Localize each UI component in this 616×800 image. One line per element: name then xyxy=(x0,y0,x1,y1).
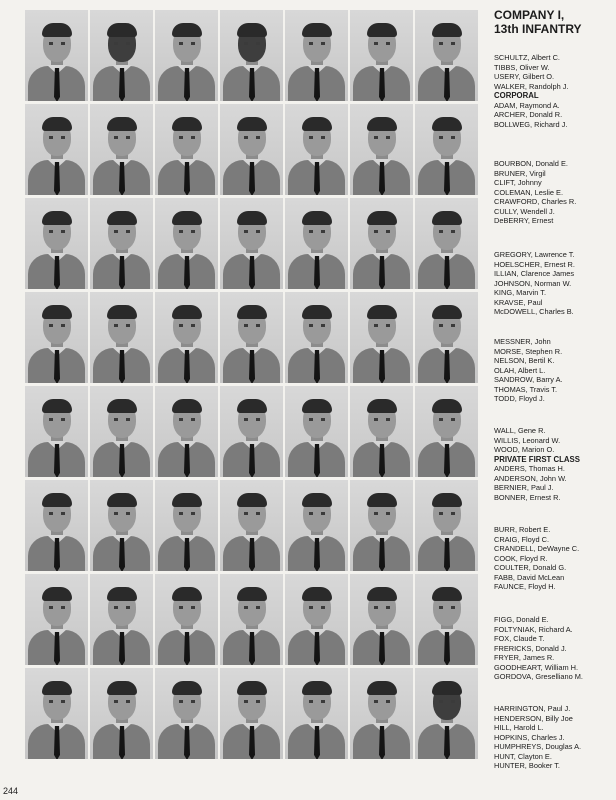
soldier-name: GORDOVA, Greselliano M. xyxy=(494,672,583,681)
portrait-photo xyxy=(155,480,218,571)
soldier-name: HENDERSON, Billy Joe xyxy=(494,713,573,723)
rank-heading: CORPORAL xyxy=(494,91,539,100)
name-group xyxy=(494,250,575,317)
portrait-photo xyxy=(220,574,283,665)
portrait-photo xyxy=(415,292,478,383)
portrait-photo xyxy=(25,480,88,571)
soldier-name: FOX, Claude T. xyxy=(494,634,545,643)
portrait-photo xyxy=(25,574,88,665)
portrait-photo xyxy=(90,668,153,759)
soldier-name: BONNER, Ernest R. xyxy=(494,492,561,502)
portrait-photo xyxy=(285,668,348,759)
soldier-name: JOHNSON, Norman W. xyxy=(494,278,572,288)
portrait-photo xyxy=(90,198,153,289)
soldier-name: FRYER, James R. xyxy=(494,653,555,662)
portrait-photo xyxy=(350,10,413,101)
soldier-name: WILLIS, Leonard W. xyxy=(494,435,561,445)
portrait-photo xyxy=(155,292,218,383)
portrait-photo xyxy=(25,10,88,101)
portrait-photo xyxy=(220,480,283,571)
portrait-photo xyxy=(350,668,413,759)
portrait-photo xyxy=(90,292,153,383)
soldier-name: McDOWELL, Charles B. xyxy=(494,307,574,316)
portrait-photo xyxy=(25,386,88,477)
soldier-name: GOODHEART, William H. xyxy=(494,662,579,672)
soldier-name: TODD, Floyd J. xyxy=(494,394,545,403)
soldier-name: COULTER, Donald G. xyxy=(494,563,567,572)
soldier-name: BOURBON, Donald E. xyxy=(494,159,568,168)
regiment-title-line: 13th INFANTRY xyxy=(494,22,582,36)
name-group xyxy=(494,426,580,502)
soldier-name: HARRINGTON, Paul J. xyxy=(494,704,571,713)
soldier-name: FAUNCE, Floyd H. xyxy=(494,582,556,591)
soldier-name: WOOD, Marion O. xyxy=(494,445,555,454)
portrait-photo xyxy=(415,668,478,759)
portrait-photo xyxy=(90,10,153,101)
name-group xyxy=(494,525,579,592)
portrait-photo xyxy=(155,198,218,289)
soldier-name: CRANDELL, DeWayne C. xyxy=(494,544,580,553)
name-group xyxy=(494,159,576,226)
portrait-photo xyxy=(220,292,283,383)
portrait-photo xyxy=(155,104,218,195)
portrait-photo xyxy=(90,480,153,571)
portrait-photo xyxy=(25,292,88,383)
soldier-name: ANDERSON, John W. xyxy=(494,473,567,483)
portrait-photo xyxy=(350,386,413,477)
portrait-photo xyxy=(415,198,478,289)
soldier-name: HOPKINS, Charles J. xyxy=(494,732,565,742)
soldier-name: MESSNER, John xyxy=(494,337,551,346)
soldier-name: HILL, Harold L. xyxy=(494,723,544,732)
portrait-photo xyxy=(415,386,478,477)
soldier-name: BURR, Robert E. xyxy=(494,525,551,534)
rank-heading: PRIVATE FIRST CLASS xyxy=(494,454,580,464)
portrait-photo xyxy=(155,574,218,665)
portrait-photo xyxy=(25,198,88,289)
page-number: 244 xyxy=(3,786,19,796)
portrait-photo xyxy=(155,386,218,477)
portrait-photo xyxy=(285,386,348,477)
name-group xyxy=(494,337,563,404)
soldier-name: CRAIG, Floyd C. xyxy=(494,534,550,544)
portrait-photo xyxy=(350,104,413,195)
soldier-name: ARCHER, Donald R. xyxy=(494,110,563,119)
portrait-photo xyxy=(90,104,153,195)
soldier-name: BOLLWEG, Richard J. xyxy=(494,119,568,129)
soldier-name: SANDROW, Barry A. xyxy=(494,375,563,384)
roster-sidebar xyxy=(494,8,612,770)
soldier-name: WALL, Gene R. xyxy=(494,426,546,435)
portrait-photo xyxy=(220,104,283,195)
portrait-photo xyxy=(415,574,478,665)
portrait-photo xyxy=(285,574,348,665)
portrait-photo xyxy=(155,668,218,759)
soldier-name: DeBERRY, Ernest xyxy=(494,216,554,225)
soldier-name: COLEMAN, Leslie E. xyxy=(494,187,564,197)
soldier-name: HUNT, Clayton E. xyxy=(494,751,552,761)
portrait-photo xyxy=(155,10,218,101)
portrait-photo xyxy=(285,10,348,101)
company-title-line: COMPANY I, xyxy=(494,8,565,22)
portrait-photo xyxy=(350,292,413,383)
soldier-name: TIBBS, Oliver W. xyxy=(494,62,550,72)
soldier-name: MORSE, Stephen R. xyxy=(494,346,563,356)
portrait-photo xyxy=(25,104,88,195)
soldier-name: CRAWFORD, Charles R. xyxy=(494,197,577,206)
name-group xyxy=(494,704,581,771)
soldier-name: KING, Marvin T. xyxy=(494,288,547,297)
soldier-name: HUNTER, Booker T. xyxy=(494,761,560,770)
soldier-name: FIGG, Donald E. xyxy=(494,615,549,624)
portrait-photo xyxy=(415,104,478,195)
portrait-photo xyxy=(415,10,478,101)
portrait-photo xyxy=(220,198,283,289)
portrait-photo xyxy=(285,104,348,195)
soldier-name: CULLY, Wendell J. xyxy=(494,206,555,216)
name-group xyxy=(494,615,583,682)
portrait-photo xyxy=(90,386,153,477)
company-title xyxy=(494,8,612,36)
portrait-photo xyxy=(415,480,478,571)
soldier-name: HUMPHREYS, Douglas A. xyxy=(494,742,582,751)
soldier-name: CLIFT, Johnny xyxy=(494,178,542,187)
portrait-photo xyxy=(25,668,88,759)
portrait-photo xyxy=(220,10,283,101)
soldier-name: BERNIER, Paul J. xyxy=(494,483,554,492)
soldier-name: GREGORY, Lawrence T. xyxy=(494,250,575,259)
portrait-photo xyxy=(90,574,153,665)
soldier-name: FOLTYNIAK, Richard A. xyxy=(494,624,573,634)
portrait-grid xyxy=(25,10,478,759)
soldier-name: NELSON, Bertil K. xyxy=(494,356,555,365)
portrait-photo xyxy=(285,480,348,571)
soldier-name: COOK, Floyd R. xyxy=(494,553,548,563)
portrait-photo xyxy=(350,198,413,289)
soldier-name: SCHULTZ, Albert C. xyxy=(494,53,560,62)
soldier-name: USERY, Gilbert O. xyxy=(494,72,555,81)
portrait-photo xyxy=(220,386,283,477)
soldier-name: KRAVSE, Paul xyxy=(494,297,543,307)
soldier-name: ANDERS, Thomas H. xyxy=(494,464,565,473)
soldier-name: ADAM, Raymond A. xyxy=(494,100,560,110)
portrait-photo xyxy=(220,668,283,759)
name-group xyxy=(494,53,569,129)
soldier-name: HOELSCHER, Ernest R. xyxy=(494,259,575,269)
soldier-name: FABB, David McLean xyxy=(494,572,565,582)
portrait-photo xyxy=(350,480,413,571)
portrait-photo xyxy=(285,198,348,289)
soldier-name: OLAH, Albert L. xyxy=(494,365,546,375)
soldier-name: ILLIAN, Clarence James xyxy=(494,269,575,278)
soldier-name: BRUNER, Virgil xyxy=(494,168,546,178)
soldier-name: WALKER, Randolph J. xyxy=(494,81,569,91)
soldier-name: THOMAS, Travis T. xyxy=(494,384,558,394)
soldier-name: FRERICKS, Donald J. xyxy=(494,643,567,653)
portrait-photo xyxy=(350,574,413,665)
portrait-photo xyxy=(285,292,348,383)
